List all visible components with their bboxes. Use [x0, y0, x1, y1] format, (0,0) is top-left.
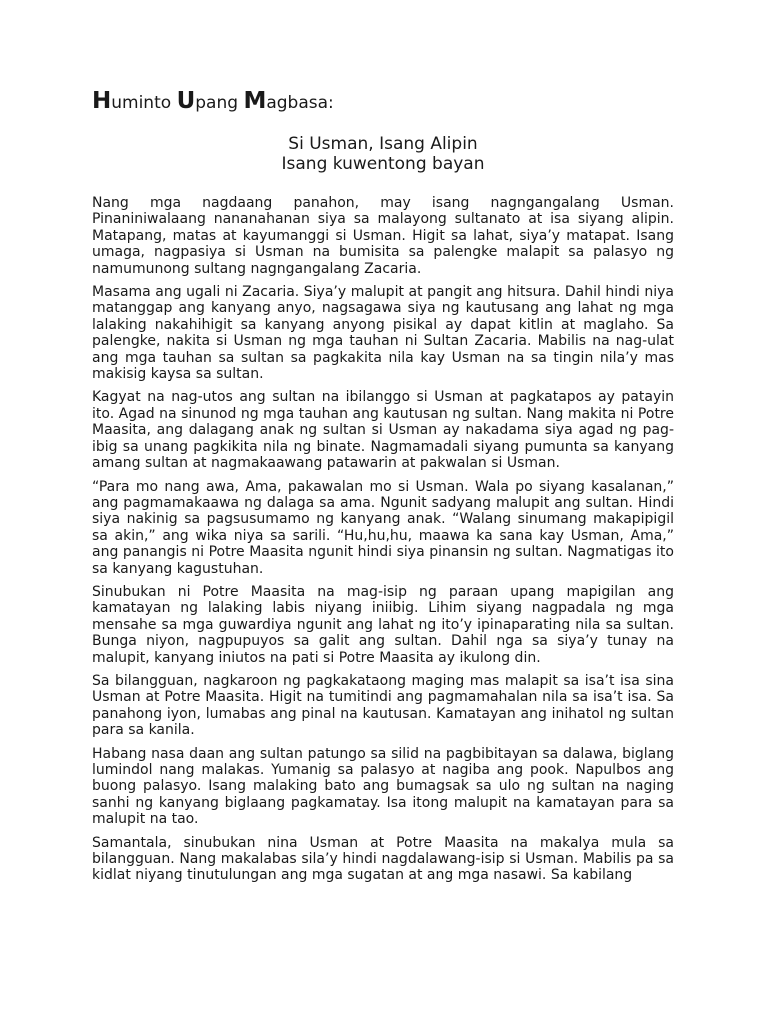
- heading-initial-m: M: [243, 88, 267, 114]
- paragraph: “Para mo nang awa, Ama, pakawalan mo si Usman. Wala po siyang kasalanan,” ang pagmamakaawa ng dalaga sa ama. Ngunit sadyang malupit ang sultan. Hindi siya nakinig sa pagsusumamo ng kanyang anak. “Walang sinumang makapipigil sa akin,” ang wika niya sa sarili. “Hu,hu,hu, maawa ka sana kay Usman, Ama,” ang panangis ni Potre Maasita ngunit hindi siya pinansin ng sultan. Nagmatigas ito sa kanyang kagustuhan.: [92, 478, 674, 577]
- heading-word-rest: pang: [195, 93, 239, 113]
- document-page: [92, 86, 674, 891]
- paragraph: Nang mga nagdaang panahon, may isang nagngangalang Usman. Pinaniniwalaang nananahanan siya sa malayong sultanato at isa siyang alipin. Matapang, matas at kayumanggi si Usman. Higit sa lahat, siya’y matapat. Isang umaga, nagpasiya si Usman na bumisita sa palengke malapit sa palasyo ng namumunong sultang nagngangalang Zacaria.: [92, 195, 674, 277]
- paragraph: Kagyat na nag-utos ang sultan na ibilanggo si Usman at pagkatapos ay patayin ito. Agad na sinunod ng mga tauhan ang kautusan ng sultan. Nang makita ni Potre Maasita, ang dalagang anak ng sultan si Usman ay nakadama siya agad ng pag-ibig sa unang pagkikita nila ng binate. Nagmamadali siyang pumunta sa kanyang amang sultan at nagmakaawang patawarin at pakwalan si Usman.: [92, 389, 674, 472]
- story-title: Si Usman, Isang Alipin: [288, 134, 478, 154]
- story-title-block: [92, 134, 674, 174]
- paragraph: Habang nasa daan ang sultan patungo sa silid na pagbibitayan sa dalawa, biglang lumindol nang malakas. Yumanig sa palasyo at nagiba ang pook. Napulbos ang buong palasyo. Isang malaking bato ang bumagsak sa ulo ng sultan na naging sanhi ng kanyang biglaang pagkamatay. Isa itong malupit na kamatayan para sa malupit na tao.: [92, 745, 674, 828]
- paragraph: Sa bilangguan, nagkaroon ng pagkakataong maging mas malapit sa isa’t isa sina Usman at Potre Maasita. Higit na tumitindi ang pagmamahalan nila sa isa’t isa. Sa panahong iyon, lumabas ang pinal na kautusan. Kamatayan ang inihatol ng sultan para sa kanila.: [92, 672, 674, 739]
- heading-word-rest: uminto: [111, 93, 172, 113]
- paragraph: Sinubukan ni Potre Maasita na mag-isip ng paraan upang mapigilan ang kamatayan ng lalaking labis niyang iniibig. Lihim siyang nagpadala ng mga mensahe sa mga guwardiya ngunit ang lahat ng ito’y ipinaparating nila sa sultan. Bunga niyon, nagpupuyos sa galit ang sultan. Dahil nga sa siya’y tunay na malupit, kanyang iniutos na pati si Potre Maasita ay ikulong din.: [92, 583, 674, 666]
- heading-initial-h: H: [92, 88, 112, 114]
- heading-initial-u: U: [176, 88, 196, 114]
- paragraph: Samantala, sinubukan nina Usman at Potre Maasita na makalya mula sa bilangguan. Nang makalabas sila’y hindi nagdalawang-isip si Usman. Mabilis pa sa kidlat niyang tinutulungan ang mga sugatan at ang mga nasawi. Sa kabilang: [92, 834, 674, 884]
- section-heading: [92, 86, 674, 118]
- heading-word-rest: agbasa:: [266, 93, 334, 113]
- story-subtitle: Isang kuwentong bayan: [281, 154, 485, 174]
- story-body: [92, 195, 674, 884]
- paragraph: Masama ang ugali ni Zacaria. Siya’y malupit at pangit ang hitsura. Dahil hindi niya matanggap ang kanyang anyo, nagsagawa siya ng kautusang ang lahat ng mga lalaking nakahihigit sa kanyang anyong pisikal ay dapat kitlin at maglaho. Sa palengke, nakita si Usman ng mga tauhan ni Sultan Zacaria. Mabilis na nag-ulat ang mga tauhan sa sultan sa pagkakita nila kay Usman na sa tingin nila’y mas makisig kaysa sa sultan.: [92, 284, 674, 383]
